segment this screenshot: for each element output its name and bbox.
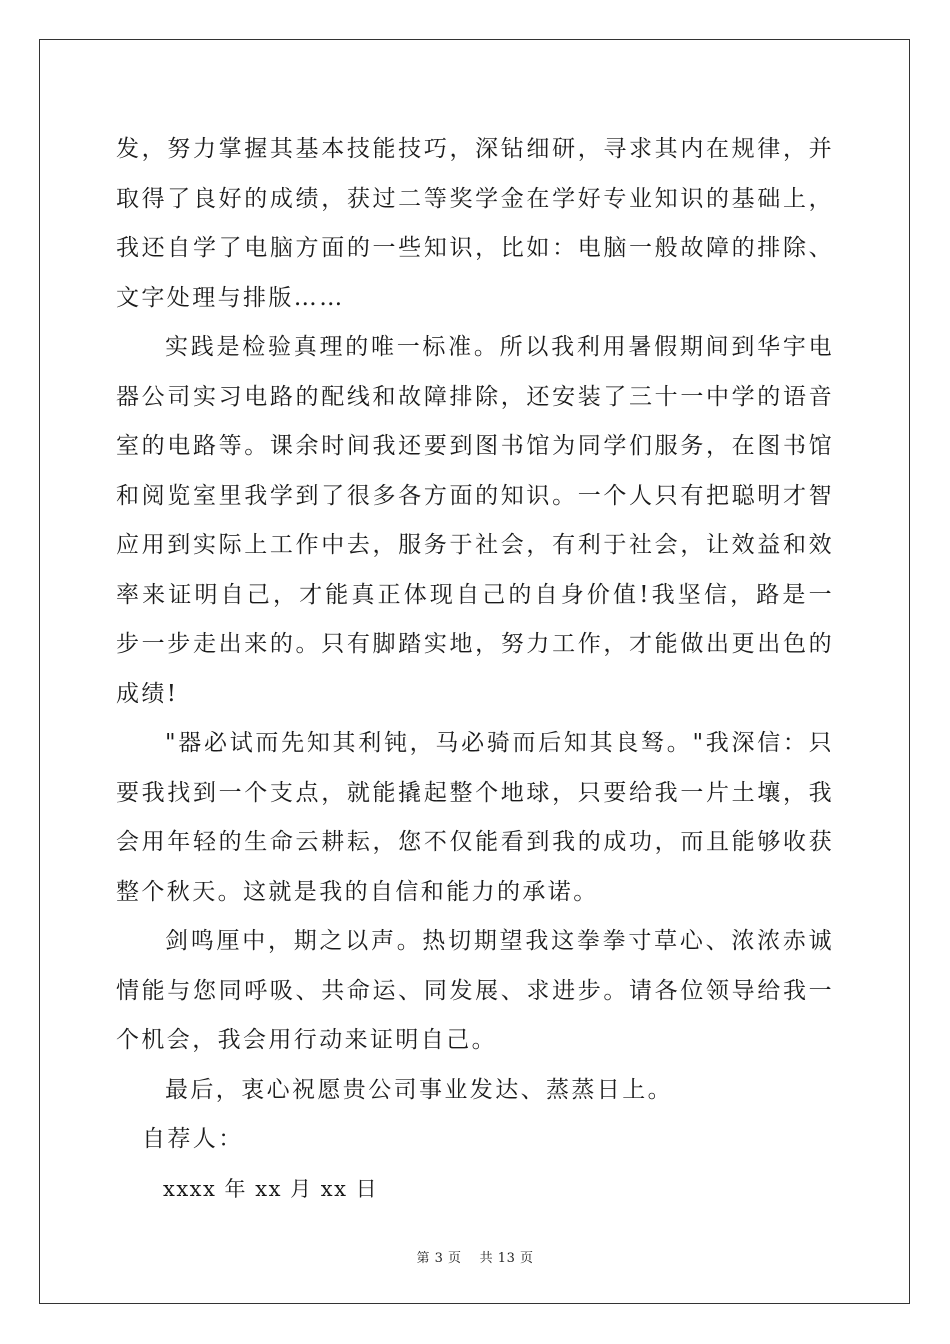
- paragraph-closing-wish: 最后，衷心祝愿贵公司事业发达、蒸蒸日上。: [165, 1076, 673, 1103]
- date-line: xxxx 年 xx 月 xx 日: [163, 1176, 379, 1201]
- paragraph-practice: 实践是检验真理的唯一标准。所以我利用暑假期间到华宇电器公司实习电路的配线和故障排除，还安装了三十一中学的语音室的电路等。课余时间我还要到图书馆为同学们服务，在图书馆和阅览室里我学到了很多各方面的知识。一个人只有把聪明才智应用到实际上工作中去，服务于社会，有利于社会，让效益和效率来证明自己，才能真正体现自己的自身价值!我坚信，路是一步一步走出来的。只有脚踏实地，努力工作，才能做出更出色的成绩!: [116, 334, 834, 707]
- paragraph-expectation: 剑鸣厘中，期之以声。热切期望我这拳拳寸草心、浓浓赤诚情能与您同呼吸、共命运、同发展、求进步。请各位领导给我一个机会，我会用行动来证明自己。: [116, 928, 834, 1053]
- paragraph-confidence: "器必试而先知其利钝，马必骑而后知其良驽。"我深信：只要我找到一个支点，就能撬起整个地球，只要给我一片土壤，我会用年轻的生命云耕耘，您不仅能看到我的成功，而且能够收获整个秋天。这就是我的自信和能力的承诺。: [116, 730, 834, 905]
- document-body: [116, 125, 834, 1214]
- page-indicator: 第 3 页 共 13 页: [416, 1251, 534, 1266]
- signer-label: 自荐人：: [142, 1126, 244, 1152]
- paragraph-continuation: 发，努力掌握其基本技能技巧，深钻细研，寻求其内在规律，并取得了良好的成绩，获过二等奖学金在学好专业知识的基础上，我还自学了电脑方面的一些知识，比如：电脑一般故障的排除、文字处理与排版……: [116, 136, 834, 311]
